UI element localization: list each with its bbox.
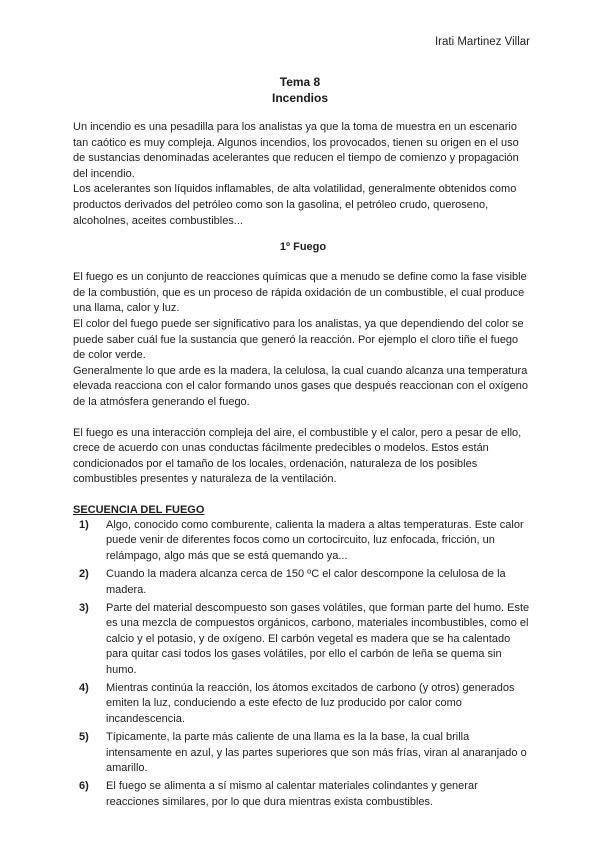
fuego-paragraph-2: El color del fuego puede ser significativo para los analistas, ya que dependiendo del color se puede saber cuál fue la sustancia que generó la reacción. Por ejemplo el cloro tiñe el fuego de color verde. bbox=[73, 317, 524, 362]
list-item: 6) El fuego se alimenta a sí mismo al calentar materiales colindantes y generar reacciones similares, por lo que dura mientras exista combustibles. bbox=[79, 780, 478, 808]
list-item: 5) Típicamente, la parte más caliente de una llama es la la base, la cual brilla intensamente en azul, y las partes superiores que son más frías, viran al anaranjado o amarillo. bbox=[79, 731, 527, 774]
list-item: 3) Parte del material descompuesto son gases volátiles, que forman parte del humo. Este es una mezcla de compuestos orgánicos, carbono, materiales incombustibles, como el calcio y el potasio, y de oxígeno. El carbón vegetal es madera que se ha calentado para quitar casi todos los gases volátiles, por ello el carbón de leña se quema sin humo. bbox=[79, 601, 530, 676]
list-item: 1) Algo, conocido como comburente, calienta la madera a altas temperaturas. Este calor puede venir de diferentes focos como un cortocircuito, luz enfocada, fricción, un relámpago, algo más que se está quemando ya... bbox=[79, 518, 524, 562]
author-name: Irati Martinez Villar bbox=[434, 36, 530, 48]
document-title bbox=[0, 74, 600, 106]
section-heading-secuencia: SECUENCIA DEL FUEGO bbox=[73, 503, 205, 516]
fuego-paragraph-4: El fuego es una interacción compleja del aire, el combustible y el calor, pero a pesar de ello, crece de acuerdo con unas conductas fácilmente predecibles o modelos. Estos están condicionados por el tamaño de los locales, ordenación, naturaleza de los posibles combustibles presentes y naturaleza de la ventilación. bbox=[73, 426, 522, 486]
intro-paragraph-2: Los acelerantes son líquidos inflamables, de alta volatilidad, generalmente obtenidos como productos derivados del petróleo como son la gasolina, el petróleo crudo, queroseno, alcoholnes, aceites combustibles... bbox=[73, 183, 517, 227]
document-body bbox=[73, 120, 533, 813]
subject-title: Incendios bbox=[271, 91, 328, 105]
fuego-paragraph-3: Generalmente lo que arde es la madera, la celulosa, la cual cuando alcanza una temperatura elevada reacciona con el calor formando unos gases que después reaccionan con el oxígeno de la atmósfera generando el fuego. bbox=[73, 364, 528, 408]
section-heading-fuego: 1º Fuego bbox=[279, 241, 327, 254]
intro-paragraph-1: Un incendio es una pesadilla para los analistas ya que la toma de muestra en un escenario tan caótico es muy compleja. Algunos incendios, los provocados, tienen su origen en el uso de sustancias denominadas acelerantes que reducen el tiempo de comienzo y propagación del incendio. bbox=[73, 121, 519, 180]
sequence-list bbox=[73, 518, 533, 810]
list-item: 4) Mientras continúa la reacción, los átomos excitados de carbono (y otros) generados emiten la luz, conduciendo a este efecto de luz producido por calor como incandescencia. bbox=[79, 681, 515, 725]
list-item: 2) Cuando la madera alcanza cerca de 150 ºC el calor descompone la celulosa de la madera. bbox=[79, 568, 506, 596]
fuego-paragraph-1: El fuego es un conjunto de reacciones químicas que a menudo se define como la fase visible de la combustión, que es un proceso de rápida oxidación de un combustible, el cual produce una llama, calor y luz. bbox=[73, 271, 527, 315]
topic-title: Tema 8 bbox=[279, 75, 321, 89]
